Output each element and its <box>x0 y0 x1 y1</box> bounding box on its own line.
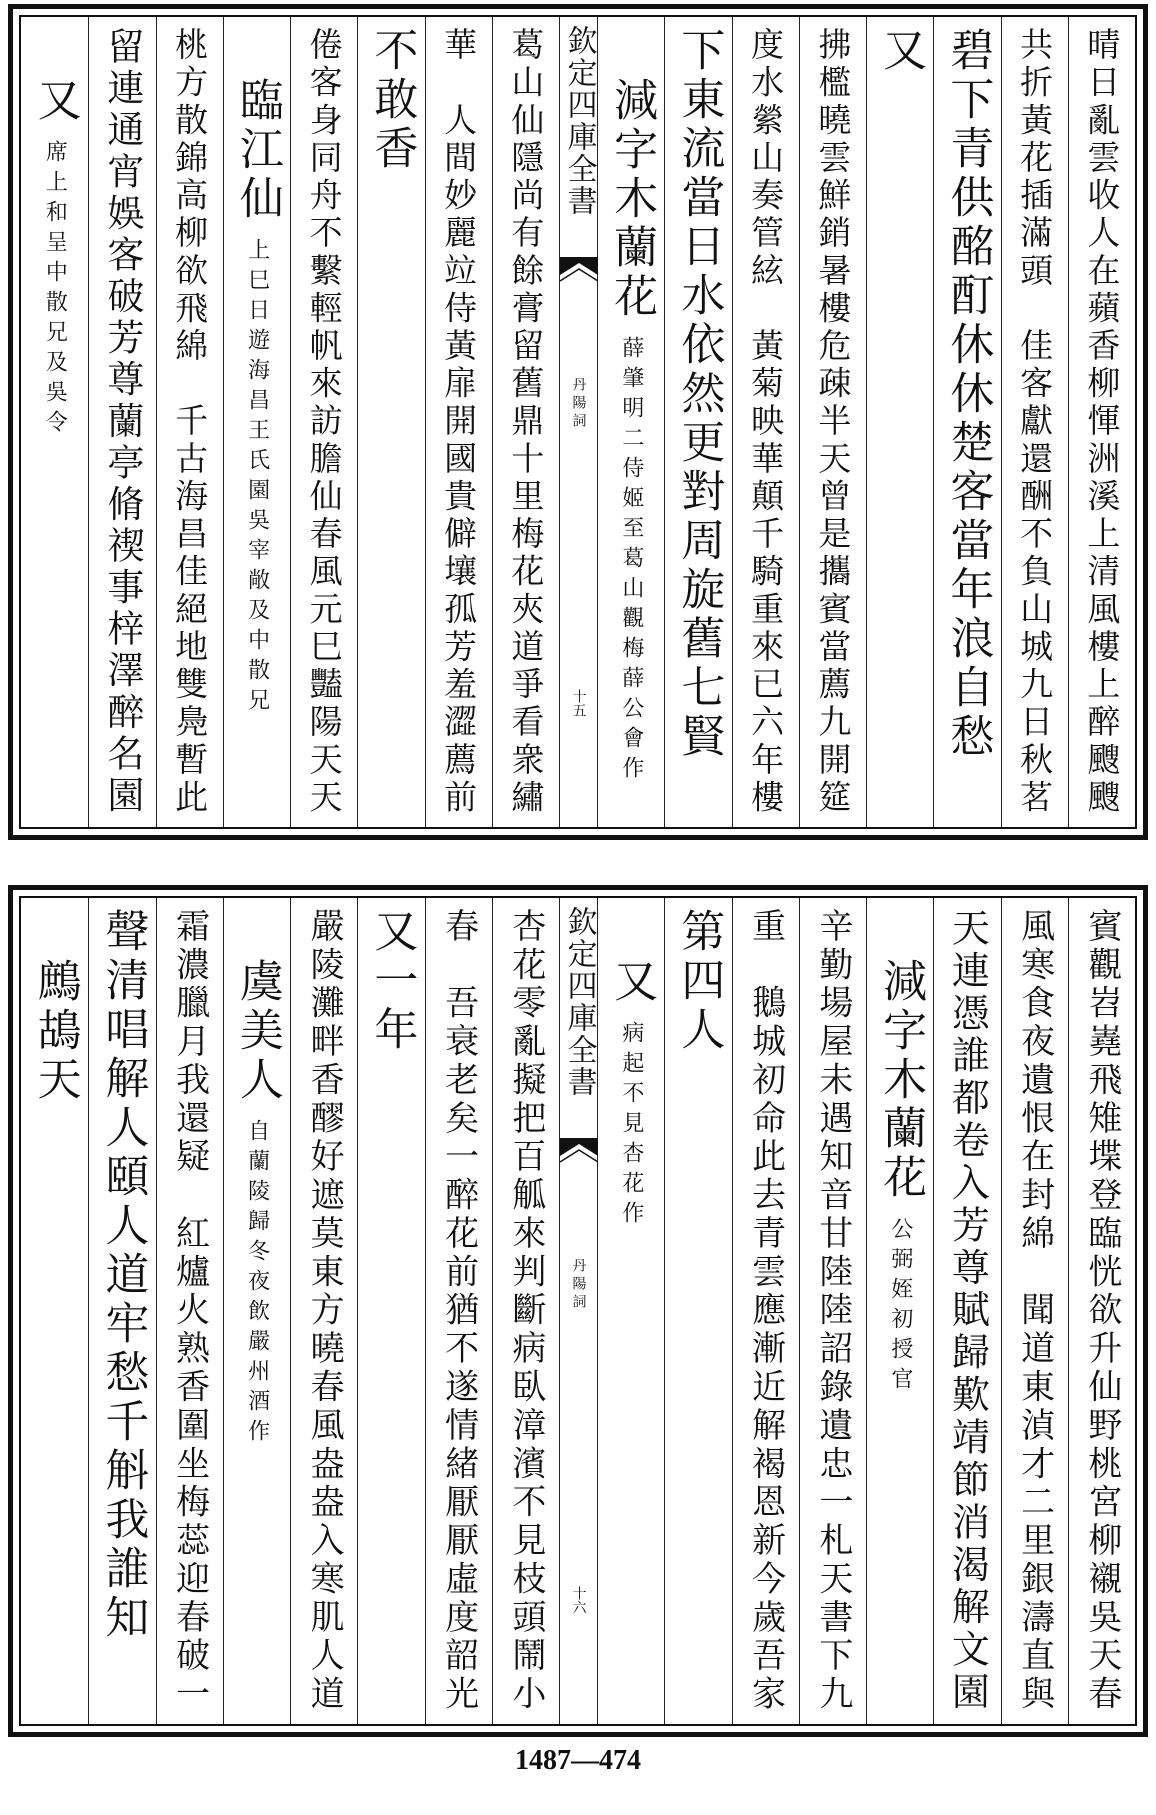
verse-line: 第四人 <box>673 908 725 1055</box>
text-column <box>1001 898 1068 1724</box>
fold-page-number: 十五 <box>570 689 587 717</box>
fold-book-name: 丹陽詞 <box>570 377 587 431</box>
text-column <box>933 898 1000 1724</box>
text-column <box>156 898 223 1724</box>
title-annotation: 病起不見杏花作 <box>618 1021 644 1231</box>
title-column <box>21 17 88 827</box>
verse-line: 晴日亂雲收人在蘋香柳惲洲溪上清風樓上醉颼颼 <box>1082 27 1122 817</box>
text-column <box>866 17 933 827</box>
tune-title: 減字木蘭花 <box>606 77 658 322</box>
text-column <box>732 17 799 827</box>
text-column <box>664 898 731 1724</box>
tune-title: 鷓鴣天 <box>29 958 81 1105</box>
bottom-page-frame <box>19 896 1137 1726</box>
text-column <box>1068 898 1135 1724</box>
fold-page-number: 十六 <box>570 1586 587 1614</box>
tune-title: 虞美人 <box>231 958 283 1105</box>
tune-title: 減字木蘭花 <box>875 958 927 1203</box>
title-annotation: 薛肇明二侍姬至葛山觀梅薛公會作 <box>618 336 644 786</box>
title-column <box>866 898 933 1724</box>
verse-line: 不敢香 <box>366 27 418 174</box>
text-column <box>88 898 155 1724</box>
text-column <box>357 17 424 827</box>
text-column <box>357 898 424 1724</box>
verse-line: 碧下青供酩酊休休楚客當年浪自愁 <box>942 27 994 762</box>
verse-line: 華 人間妙麗竝侍黃扉開國貴僻壤孤芳羞澀薦前 <box>439 27 479 817</box>
top-page <box>8 4 1148 840</box>
text-column <box>290 17 357 827</box>
text-column <box>1001 17 1068 827</box>
verse-line: 拂檻曉雲鮮銷暑樓危疎半天曾是攜賓當薦九開筵 <box>813 27 853 817</box>
verse-line: 倦客身同舟不繫輕帆來訪膽仙春風元巳豔陽天天 <box>304 27 344 817</box>
top-page-frame <box>19 15 1137 829</box>
verse-line: 春 吾衰老矣一醉花前猶不遂情緒厭厭虛度韶光 <box>438 908 479 1714</box>
verse-line: 共折黃花插滿頭 佳客獻還酬不負山城九日秋茗 <box>1015 27 1055 817</box>
tune-title: 又 <box>29 77 81 126</box>
text-column <box>492 898 559 1724</box>
title-annotation: 席上和呈中散兄及吳令 <box>42 140 68 440</box>
verse-line: 杏花零亂擬把百觚來判斷病臥漳濱不見枝頭鬧小 <box>505 908 546 1714</box>
title-column <box>223 898 290 1724</box>
verse-line: 嚴陵灘畔香醪好遮莫東方曉春風盎盎入寒肌人道 <box>304 908 345 1714</box>
center-fold <box>559 898 597 1724</box>
bottom-page <box>8 885 1148 1737</box>
tune-title: 臨江仙 <box>231 77 283 224</box>
text-column <box>425 898 492 1724</box>
verse-line: 聲清唱解人頤人道牢愁千斛我誰知 <box>97 908 149 1643</box>
verse-line: 下東流當日水依然更對周旋舊七賢 <box>673 27 725 762</box>
verse-line: 賓觀岧嶤飛雉堞登臨恍欲升仙野桃宮柳襯吳天春 <box>1081 908 1122 1714</box>
text-column <box>156 17 223 827</box>
title-annotation: 自蘭陵歸冬夜飲嚴州酒作 <box>244 1119 270 1449</box>
text-column <box>799 17 866 827</box>
verse-line: 辛勤場屋未遇知音甘陸陸詔錄遺忠一札天書下九 <box>812 908 853 1714</box>
text-column <box>933 17 1000 827</box>
text-column <box>88 17 155 827</box>
fold-book-name: 丹陽詞 <box>570 1258 587 1312</box>
center-fold <box>559 17 597 827</box>
verse-line: 天連憑誰都卷入芳尊賦歸歎靖節消渴解文園 <box>945 908 990 1714</box>
verse-line: 又一年 <box>366 908 418 1055</box>
verse-line: 度水縈山奏管絃 黃菊映華顛千騎重來已六年樓 <box>746 27 786 817</box>
title-column <box>21 898 88 1724</box>
verse-line: 又 <box>875 27 927 76</box>
title-annotation: 上巳日遊海昌王氏園吳宰敞及中散兄 <box>244 238 270 718</box>
title-column <box>223 17 290 827</box>
title-column <box>597 17 664 827</box>
text-column <box>1068 17 1135 827</box>
text-column <box>492 17 559 827</box>
text-column <box>290 898 357 1724</box>
text-column <box>732 898 799 1724</box>
title-column <box>597 898 664 1724</box>
tune-title: 又 <box>606 958 658 1007</box>
fishtail-mark <box>560 1138 598 1178</box>
catalog-number: 1487—474 <box>515 1745 641 1776</box>
text-column <box>664 17 731 827</box>
fold-title: 欽定四庫全書 <box>561 906 597 1098</box>
verse-line: 桃方散錦高柳欲飛綿 千古海昌佳絕地雙鳧暫此 <box>170 27 210 817</box>
verse-line: 留連通宵娛客破芳尊蘭亭脩禊事梓澤醉名園 <box>100 27 144 817</box>
verse-line: 霜濃臘月我還疑 紅爐火熟香圍坐梅蕊迎春破一 <box>169 908 210 1714</box>
text-column <box>425 17 492 827</box>
verse-line: 重 鵝城初命此去青雲應漸近解褐恩新今歲吾家 <box>745 908 786 1714</box>
fold-title: 欽定四庫全書 <box>561 25 597 217</box>
verse-line: 葛山仙隱尚有餘膏留舊鼎十里梅花夾道爭看衆繡 <box>506 27 546 817</box>
title-annotation: 公弼姪初授官 <box>887 1217 913 1397</box>
text-column <box>799 898 866 1724</box>
fishtail-mark <box>560 257 598 297</box>
verse-line: 風寒食夜遺恨在封綿 聞道東湞才二里銀濤直與 <box>1014 908 1055 1714</box>
